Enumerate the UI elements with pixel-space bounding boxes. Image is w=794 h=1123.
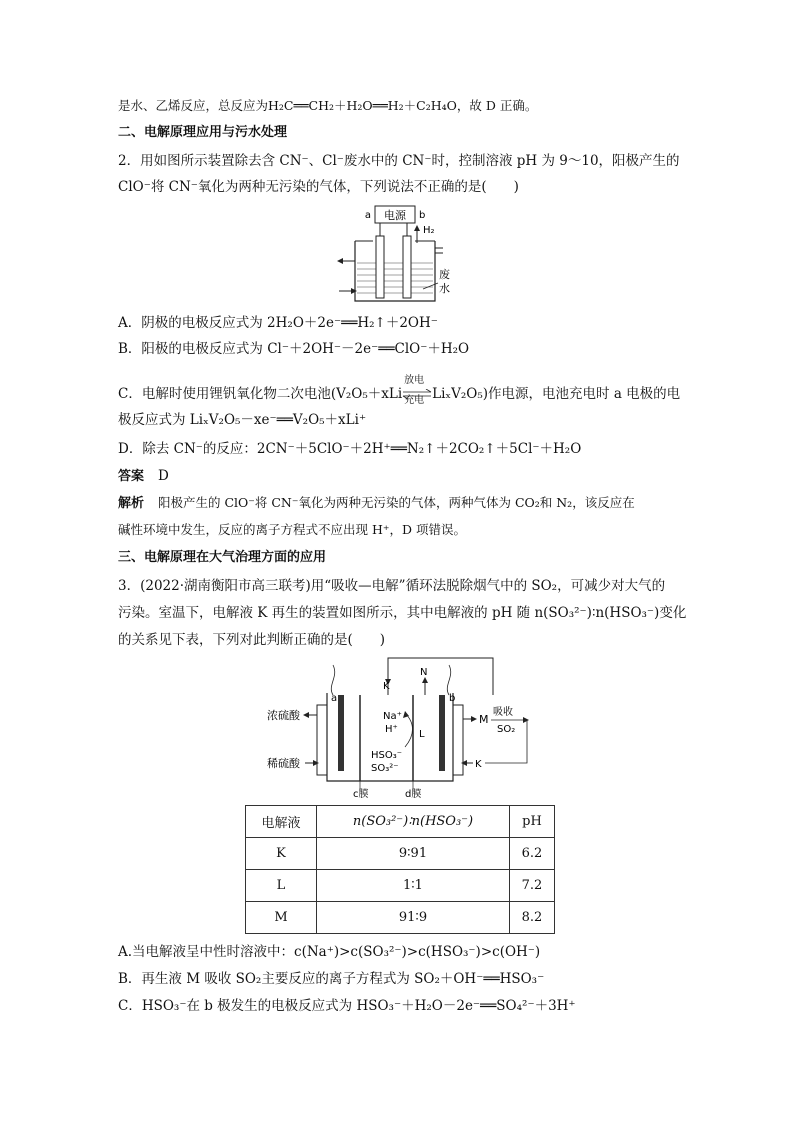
table-cell: 8.2 (510, 902, 555, 934)
electrolysis-cell-figure (335, 203, 465, 308)
terminal-a-label: a (364, 210, 371, 221)
table-cell: 1∶1 (317, 870, 510, 902)
absorb-label: 吸收 (493, 707, 513, 718)
table-row (246, 870, 555, 902)
terminal-b-label: b (419, 210, 426, 221)
n-outlet-label: N (420, 667, 428, 678)
question-3-line-1: 3．(2022·湖南衡阳市高三联考)用“吸收—电解”循环法脱除烟气中的 SO₂，可减少对大气的 (118, 578, 666, 594)
analysis-text-1: 阳极产生的 ClO⁻将 CN⁻氧化为两种无污染的气体，两种气体为 CO₂和 N₂，该反应在 (158, 495, 635, 510)
q2-option-c-part-2: LiₓV₂O₅)作电源，电池充电时 a 电极的电 (432, 386, 681, 402)
regeneration-device-figure (265, 655, 530, 800)
table-row (246, 902, 555, 934)
waste-label-1: 废 (439, 268, 450, 281)
analysis-line-1 (118, 493, 635, 514)
table-cell: 7.2 (510, 870, 555, 902)
table-cell: K (246, 838, 317, 870)
q3-option-b: B．再生液 M 吸收 SO₂主要反应的离子方程式为 SO₂＋OH⁻══HSO₃⁻ (118, 971, 545, 987)
discharge-label: 放电 (404, 374, 425, 386)
c-membrane-label: c膜 (353, 789, 369, 800)
question-3-line-3: 的关系见下表，下列对此判断正确的是( ) (118, 632, 386, 648)
answer-label: 答案 (118, 469, 145, 484)
q2-option-c-line-1 (118, 374, 681, 406)
hso3-ion-label: HSO₃⁻ (371, 750, 403, 761)
table-cell: 91∶9 (317, 902, 510, 934)
electrode-a-label: a (331, 693, 338, 704)
q2-option-a: A．阴极的电极反应式为 2H₂O＋2e⁻══H₂↑＋2OH⁻ (118, 315, 438, 331)
q2-option-d: D．除去 CN⁻的反应：2CN⁻＋5ClO⁻＋2H⁺══N₂↑＋2CO₂↑＋5Cl⁻＋H₂O (118, 441, 582, 457)
solution-continuation: 是水、乙烯反应，总反应为H₂C══CH₂＋H₂O══H₂＋C₂H₄O，故 D 正确。 (118, 98, 538, 113)
k-return-label: K (475, 759, 482, 770)
so3-ion-label: SO₃²⁻ (371, 763, 399, 774)
table-cell: 6.2 (510, 838, 555, 870)
table-header-cell: 电解液 (246, 806, 317, 838)
q3-option-a: A.当电解液呈中性时溶液中：c(Na⁺)>c(SO₃²⁻)>c(HSO₃⁻)>c(OH⁻) (118, 944, 541, 960)
waste-label-2: 水 (439, 282, 450, 295)
table-header-cell: n(SO₃²⁻)∶n(HSO₃⁻) (317, 806, 510, 838)
analysis-line-2: 碱性环境中发生，反应的离子方程式不应出现 H⁺，D 项错误。 (118, 522, 466, 537)
electrode-b-label: b (449, 693, 456, 704)
so2-label: SO₂ (497, 724, 516, 735)
q2-option-c-line-2: 极反应式为 LiₓV₂O₅－xe⁻══V₂O₅＋xLi⁺ (118, 412, 367, 428)
question-3-line-2: 污染。室温下，电解液 K 再生的装置如图所示，其中电解液的 pH 随 n(SO₃²⁻)∶n(HSO₃⁻)变化 (118, 605, 687, 621)
conc-acid-label: 浓硫酸 (267, 709, 300, 722)
m-label: M (479, 713, 489, 726)
h-ion-label: H⁺ (385, 724, 398, 735)
q2-option-b: B．阳极的电极反应式为 Cl⁻＋2OH⁻－2e⁻══ClO⁻＋H₂O (118, 341, 470, 357)
reversible-arrow (402, 374, 432, 406)
analysis-label: 解析 (118, 496, 145, 511)
d-membrane-label: d膜 (405, 789, 422, 800)
answer-value: D (158, 468, 169, 484)
l-label: L (419, 729, 425, 740)
section-heading-3: 三、电解原理在大气治理方面的应用 (118, 550, 327, 565)
answer-line (118, 466, 169, 487)
dilute-acid-label: 稀硫酸 (267, 757, 300, 770)
table-cell: M (246, 902, 317, 934)
na-ion-label: Na⁺ (383, 711, 402, 722)
table-cell: L (246, 870, 317, 902)
section-heading-2: 二、电解原理应用与污水处理 (118, 125, 288, 140)
table-header-cell: pH (510, 806, 555, 838)
q3-option-c: C．HSO₃⁻在 b 极发生的电极反应式为 HSO₃⁻＋H₂O－2e⁻══SO₄²⁻＋3H⁺ (118, 998, 576, 1014)
k-inlet-label: K (383, 681, 390, 692)
charge-label: 充电 (404, 394, 425, 406)
power-source-label: 电源 (384, 209, 406, 222)
h2-label: H₂ (423, 225, 435, 236)
question-2-line-1: 2．用如图所示装置除去含 CN⁻、Cl⁻废水中的 CN⁻时，控制溶液 pH 为 9～10，阳极产生的 (118, 153, 680, 169)
q2-option-c-part-1: C．电解时使用锂钒氧化物二次电池(V₂O₅＋xLi (118, 386, 403, 402)
table-header-row (246, 806, 555, 838)
table-cell: 9∶91 (317, 838, 510, 870)
ph-ratio-table (245, 805, 555, 934)
table-row (246, 838, 555, 870)
question-2-line-2: ClO⁻将 CN⁻氧化为两种无污染的气体，下列说法不正确的是( ) (118, 179, 519, 195)
